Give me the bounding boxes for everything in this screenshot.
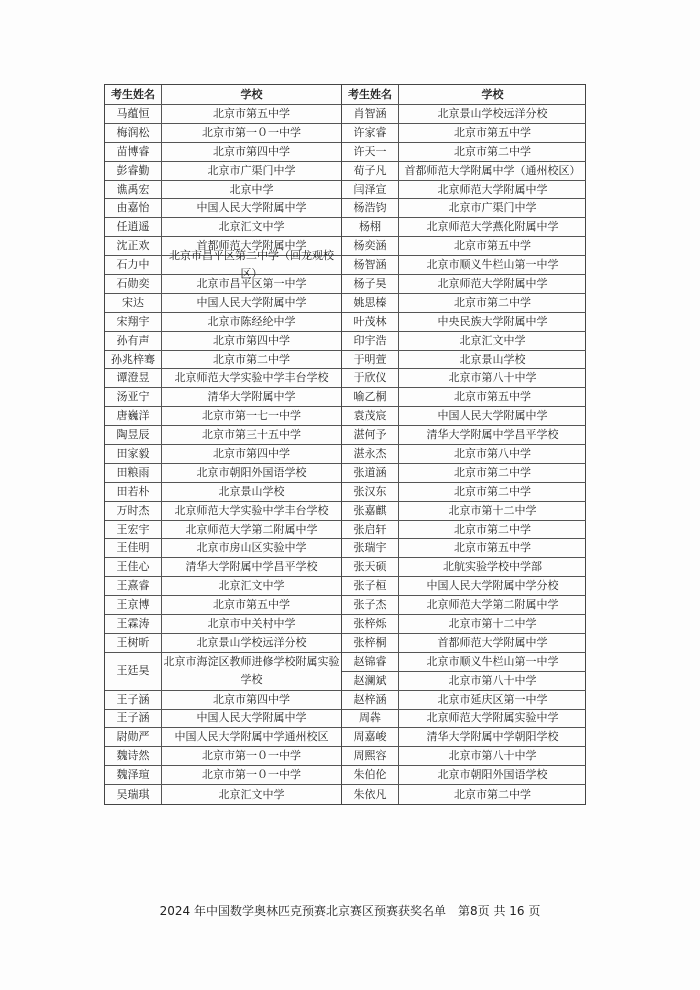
student-name: 王佳心	[105, 558, 162, 576]
student-name: 周熙容	[342, 747, 399, 765]
school-name: 北京市第一０一中学	[202, 125, 301, 139]
school-name: 北航实验学校中学部	[443, 560, 542, 574]
header-name: 考生姓名	[342, 85, 399, 104]
student-name: 魏泽瑄	[105, 766, 162, 784]
results-table	[104, 84, 586, 805]
student-name: 杨智涵	[342, 256, 399, 274]
school-name: 中国人民大学附属中学	[196, 711, 307, 725]
school-name: 清华大学附属中学朝阳学校	[426, 730, 559, 744]
student-name: 宋翔宇	[105, 313, 162, 331]
school-name: 北京市朝阳外国语学校	[196, 465, 307, 479]
student-name: 王佳明	[105, 539, 162, 557]
table-row	[105, 483, 341, 502]
table-row	[105, 728, 341, 747]
student-name: 姚思榛	[342, 294, 399, 312]
student-name: 袁茂宸	[342, 407, 399, 425]
table-row	[105, 407, 341, 426]
school-name: 北京汇文中学	[459, 333, 526, 347]
student-name: 王子涵	[105, 691, 162, 709]
student-name: 汤亚宁	[105, 388, 162, 406]
school-name: 北京市第八中学	[454, 446, 531, 460]
table-row	[342, 294, 586, 313]
school-name: 北京市昌平区第一中学	[196, 276, 307, 290]
table-row	[342, 237, 586, 256]
table-row	[342, 502, 586, 521]
table-row	[342, 539, 586, 558]
table-row	[105, 181, 341, 200]
table-row	[342, 407, 586, 426]
table-row	[105, 332, 341, 351]
student-name: 周犇	[342, 710, 399, 728]
student-name: 于明萱	[342, 351, 399, 369]
student-name: 闫泽宣	[342, 181, 399, 199]
student-name: 梅润松	[105, 124, 162, 142]
table-row	[105, 426, 341, 445]
school-name: 北京市昌平区第二中学（回龙观校区）	[169, 249, 334, 281]
student-name: 肖智涵	[342, 105, 399, 123]
school-name: 中国人民大学附属中学	[437, 409, 548, 423]
student-name: 张道涵	[342, 464, 399, 482]
table-row	[105, 275, 341, 294]
student-name: 孙兆梓骞	[105, 351, 162, 369]
student-name: 赵锦睿	[342, 653, 399, 671]
table-row	[342, 105, 586, 124]
student-name: 谭澄昱	[105, 369, 162, 387]
school-name: 清华大学附属中学昌平学校	[185, 560, 318, 574]
student-name: 荀子凡	[342, 162, 399, 180]
school-name: 北京汇文中学	[218, 787, 285, 801]
school-name: 北京市第十二中学	[448, 617, 537, 630]
school-name: 清华大学附属中学	[207, 390, 296, 404]
table-row	[105, 596, 341, 615]
school-name: 北京市第五中学	[454, 239, 531, 253]
student-name: 张汉东	[342, 483, 399, 501]
school-name: 北京市第二中学	[454, 787, 531, 801]
school-name: 北京汇文中学	[218, 220, 285, 234]
student-name: 王霖涛	[105, 615, 162, 633]
school-name: 北京市第五中学	[213, 106, 290, 120]
school-name: 北京市第四中学	[213, 446, 290, 460]
table-row	[342, 445, 586, 464]
school-name: 北京景山学校远洋分校	[196, 635, 307, 649]
student-name: 张天硕	[342, 558, 399, 576]
school-name: 北京师范大学实验中学丰台学校	[174, 371, 329, 385]
table-row	[342, 369, 586, 388]
school-name: 北京市第五中学	[454, 125, 531, 139]
school-name: 北京师范大学第二附属中学	[185, 522, 318, 536]
table-row	[342, 124, 586, 143]
student-name: 许家睿	[342, 124, 399, 142]
student-name: 张子杰	[342, 596, 399, 614]
school-name: 中国人民大学附属中学分校	[426, 579, 559, 593]
table-row	[342, 747, 586, 766]
school-name: 中国人民大学附属中学	[196, 201, 307, 215]
student-name: 杨栩	[342, 218, 399, 236]
student-name: 张子桓	[342, 577, 399, 595]
school-name: 北京师范大学实验中学丰台学校	[174, 503, 329, 517]
school-name: 北京市顺义牛栏山第一中学	[426, 258, 559, 272]
school-name: 北京市第二中学	[454, 522, 531, 536]
student-name: 王宏宇	[105, 521, 162, 539]
student-name: 苗博睿	[105, 143, 162, 161]
table-row	[342, 634, 586, 653]
table-row	[105, 521, 341, 540]
table-row	[342, 313, 586, 332]
table-row	[105, 199, 341, 218]
school-name: 北京市朝阳外国语学校	[437, 768, 548, 782]
student-name: 石力中	[105, 256, 162, 274]
table-row	[342, 199, 586, 218]
table-row	[105, 162, 341, 181]
school-name: 北京市第五中学	[454, 390, 531, 404]
student-name: 田若朴	[105, 483, 162, 501]
school-name: 中央民族大学附属中学	[437, 314, 548, 328]
student-name: 任逍遥	[105, 218, 162, 236]
school-name: 北京汇文中学	[218, 579, 285, 593]
student-name: 赵梓涵	[342, 691, 399, 709]
student-name: 王熹睿	[105, 577, 162, 595]
student-name: 田家毅	[105, 445, 162, 463]
student-name: 赵澜斌	[342, 672, 399, 690]
school-name: 清华大学附属中学昌平学校	[426, 428, 559, 442]
school-name: 北京市第四中学	[213, 144, 290, 158]
school-name: 北京市第八十中学	[448, 749, 537, 763]
student-name: 尉勋严	[105, 728, 162, 746]
school-name: 北京师范大学附属中学	[437, 182, 548, 196]
student-name: 喻乙桐	[342, 388, 399, 406]
student-name: 王廷昊	[105, 653, 162, 690]
student-name: 湛永杰	[342, 445, 399, 463]
school-name: 北京景山学校	[459, 352, 526, 366]
school-name: 北京市第五中学	[213, 598, 290, 612]
school-name: 北京师范大学附属中学	[437, 276, 548, 290]
student-name: 印宇浩	[342, 332, 399, 350]
school-name: 北京市第二中学	[454, 295, 531, 309]
school-name: 北京市第二中学	[454, 484, 531, 498]
student-name: 杨子昊	[342, 275, 399, 293]
school-name: 北京市广渠门中学	[448, 201, 537, 215]
school-name: 北京市延庆区第一中学	[437, 692, 548, 706]
student-name: 由嘉怡	[105, 199, 162, 217]
student-name: 魏诗然	[105, 747, 162, 765]
left-half	[105, 85, 342, 804]
student-name: 石勋奕	[105, 275, 162, 293]
student-name: 许天一	[342, 143, 399, 161]
school-name: 首都师范大学附属中学	[437, 635, 548, 649]
table-row	[105, 539, 341, 558]
table-row	[342, 558, 586, 577]
table-row	[105, 388, 341, 407]
school-name: 北京市房山区实验中学	[196, 541, 307, 555]
right-half	[342, 85, 586, 804]
table-row	[342, 577, 586, 596]
school-name: 北京中学	[229, 182, 274, 196]
student-name: 朱依凡	[342, 785, 399, 804]
school-name: 北京市海淀区教师进修学校附属实验学校	[163, 655, 340, 687]
table-row	[105, 710, 341, 729]
page-footer: 2024 年中国数学奥林匹克预赛北京赛区预赛获奖名单 第8页 共 16 页	[159, 904, 541, 918]
school-name: 北京市第二中学	[454, 144, 531, 158]
school-name: 北京市第二中学	[213, 352, 290, 366]
school-name: 北京市第五中学	[454, 541, 531, 555]
table-row	[342, 691, 586, 710]
header-name: 考生姓名	[105, 85, 162, 104]
table-row	[105, 249, 341, 281]
table-row	[342, 218, 586, 237]
table-row	[342, 426, 586, 445]
table-row	[105, 105, 341, 124]
school-name: 北京景山学校	[218, 484, 285, 498]
school-name: 中国人民大学附属中学	[196, 295, 307, 309]
school-name: 北京师范大学附属实验中学	[426, 711, 559, 725]
student-name: 彭睿勤	[105, 162, 162, 180]
table-row	[342, 483, 586, 502]
student-name: 湛何予	[342, 426, 399, 444]
header-row	[105, 85, 341, 105]
table-row	[105, 558, 341, 577]
student-name: 陶昱辰	[105, 426, 162, 444]
student-name: 张启轩	[342, 521, 399, 539]
table-row	[342, 766, 586, 785]
school-name: 北京市顺义牛栏山第一中学	[426, 654, 559, 668]
table-row	[105, 577, 341, 596]
table-row	[342, 672, 586, 691]
school-name: 北京市第十二中学	[448, 503, 537, 517]
student-name: 万时杰	[105, 502, 162, 520]
student-name: 张瑞宇	[342, 539, 399, 557]
table-row	[342, 162, 586, 181]
student-name: 周嘉峻	[342, 728, 399, 746]
student-name: 唐巍洋	[105, 407, 162, 425]
student-name: 张梓烁	[342, 615, 399, 633]
table-row	[105, 143, 341, 162]
school-name: 北京景山学校远洋分校	[437, 106, 548, 120]
student-name: 宋达	[105, 294, 162, 312]
school-name: 北京市第八十中学	[448, 371, 537, 385]
table-row	[342, 653, 586, 672]
school-name: 北京师范大学第二附属中学	[426, 598, 559, 612]
table-row	[342, 256, 586, 275]
table-row	[342, 332, 586, 351]
table-row	[105, 634, 341, 653]
table-row	[342, 615, 586, 634]
table-row	[105, 313, 341, 332]
table-row	[105, 747, 341, 766]
table-row	[105, 691, 341, 710]
table-row	[105, 369, 341, 388]
student-name: 王京博	[105, 596, 162, 614]
school-name: 北京市中关村中学	[207, 617, 296, 630]
table-row	[342, 521, 586, 540]
student-name: 张嘉麒	[342, 502, 399, 520]
student-name: 孙有声	[105, 332, 162, 350]
table-row	[105, 615, 341, 634]
table-row	[105, 124, 341, 143]
student-name: 吴瑞琪	[105, 785, 162, 804]
school-name: 北京市第一０一中学	[202, 768, 301, 782]
table-row	[342, 728, 586, 747]
table-row	[342, 388, 586, 407]
table-row	[342, 464, 586, 483]
school-name: 首都师范大学附属中学	[196, 239, 307, 253]
table-row	[342, 596, 586, 615]
school-name: 北京市广渠门中学	[207, 163, 296, 177]
student-name: 马蕴恒	[105, 105, 162, 123]
school-name: 北京市陈经纶中学	[207, 314, 296, 328]
table-row	[342, 785, 586, 804]
table-row	[105, 653, 341, 691]
table-row	[105, 502, 341, 521]
school-name: 北京市第八十中学	[448, 673, 537, 687]
student-name: 田粮雨	[105, 464, 162, 482]
table-row	[342, 143, 586, 162]
school-name: 北京市第四中学	[213, 692, 290, 706]
student-name: 王树昕	[105, 634, 162, 652]
table-row	[342, 275, 586, 294]
student-name: 朱伯伦	[342, 766, 399, 784]
student-name: 张梓桐	[342, 634, 399, 652]
student-name: 于欣仪	[342, 369, 399, 387]
school-name: 北京市第一０一中学	[202, 749, 301, 763]
school-name: 北京市第三十五中学	[202, 428, 301, 442]
table-row	[105, 445, 341, 464]
school-name: 中国人民大学附属中学通州校区	[174, 730, 329, 744]
student-name: 杨浩钧	[342, 199, 399, 217]
table-row	[105, 785, 341, 804]
table-row	[105, 351, 341, 370]
header-school: 学校	[481, 87, 504, 101]
table-row	[342, 181, 586, 200]
school-name: 北京市第四中学	[213, 333, 290, 347]
student-name: 王子涵	[105, 710, 162, 728]
school-name: 北京市第二中学	[454, 465, 531, 479]
student-name: 叶茂林	[342, 313, 399, 331]
header-row	[342, 85, 586, 105]
table-row	[105, 218, 341, 237]
table-row	[105, 294, 341, 313]
table-row	[105, 464, 341, 483]
student-name: 杨奕涵	[342, 237, 399, 255]
table-row	[342, 351, 586, 370]
table-row	[342, 710, 586, 729]
school-name: 北京市第一七一中学	[202, 409, 301, 423]
student-name: 沈正欢	[105, 237, 162, 255]
table-row	[105, 766, 341, 785]
header-school: 学校	[240, 87, 263, 101]
student-name: 谯禹宏	[105, 181, 162, 199]
school-name: 北京师范大学燕化附属中学	[426, 220, 559, 234]
school-name: 首都师范大学附属中学（通州校区）	[404, 163, 581, 177]
